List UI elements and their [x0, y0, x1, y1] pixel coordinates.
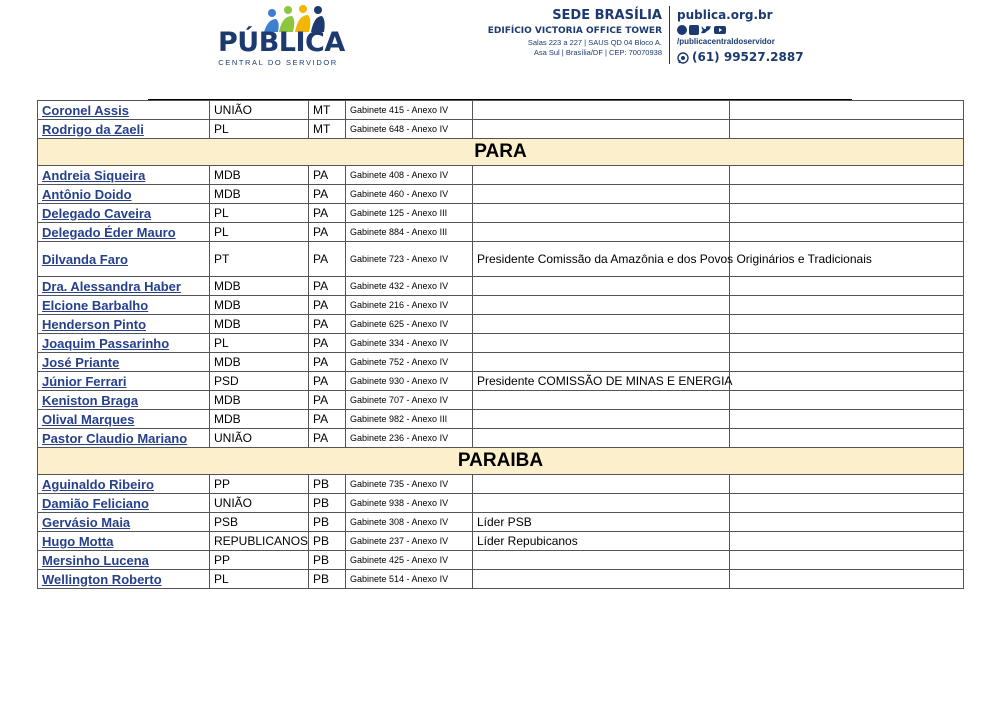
extra-cell [730, 185, 964, 204]
extra-cell [730, 353, 964, 372]
social-handle[interactable]: /publicacentraldoservidor [677, 37, 775, 46]
social-icons [677, 24, 804, 35]
extra-cell [730, 204, 964, 223]
sede-building: EDIFÍCIO VICTORIA OFFICE TOWER [487, 26, 662, 36]
uf-cell: PA [309, 410, 346, 429]
uf-cell: PB [309, 551, 346, 570]
instagram-icon[interactable] [689, 25, 699, 35]
extra-cell [730, 532, 964, 551]
deputy-name-link[interactable]: José Priante [38, 353, 210, 372]
table-row [38, 494, 964, 513]
office-cell: Gabinete 334 - Anexo IV [346, 334, 473, 353]
office-cell: Gabinete 938 - Anexo IV [346, 494, 473, 513]
office-cell: Gabinete 460 - Anexo IV [346, 185, 473, 204]
office-cell: Gabinete 752 - Anexo IV [346, 353, 473, 372]
deputy-name-link[interactable]: Keniston Braga [38, 391, 210, 410]
extra-cell [730, 513, 964, 532]
party-cell: MDB [210, 277, 309, 296]
uf-cell: PA [309, 334, 346, 353]
facebook-icon[interactable] [677, 25, 687, 35]
deputy-name-link[interactable]: Júnior Ferrari [38, 372, 210, 391]
phone-number[interactable]: (61) 99527.2887 [692, 50, 804, 64]
table-row [38, 334, 964, 353]
extra-cell [730, 372, 964, 391]
deputy-name-link[interactable]: Joaquim Passarinho [38, 334, 210, 353]
party-cell: MDB [210, 296, 309, 315]
office-cell: Gabinete 237 - Anexo IV [346, 532, 473, 551]
role-cell [473, 429, 730, 448]
role-cell [473, 315, 730, 334]
uf-cell: PA [309, 391, 346, 410]
table-row [38, 223, 964, 242]
extra-cell [730, 475, 964, 494]
party-cell: PL [210, 223, 309, 242]
header-divider [669, 6, 670, 64]
uf-cell: PA [309, 166, 346, 185]
office-cell: Gabinete 514 - Anexo IV [346, 570, 473, 589]
party-cell: MDB [210, 315, 309, 334]
contact-block [677, 8, 804, 65]
office-cell: Gabinete 125 - Anexo III [346, 204, 473, 223]
deputy-name-link[interactable]: Gervásio Maia [38, 513, 210, 532]
party-cell: PL [210, 204, 309, 223]
party-cell: PL [210, 120, 309, 139]
uf-cell: PA [309, 223, 346, 242]
table-row [38, 185, 964, 204]
state-name: PARA [38, 139, 964, 166]
table-row [38, 570, 964, 589]
table-row [38, 475, 964, 494]
party-cell: MDB [210, 410, 309, 429]
role-cell: Presidente Comissão da Amazônia e dos Povos Originários e Tradicionais [473, 242, 730, 277]
extra-cell [730, 120, 964, 139]
uf-cell: MT [309, 120, 346, 139]
role-cell [473, 277, 730, 296]
role-cell [473, 494, 730, 513]
party-cell: MDB [210, 185, 309, 204]
uf-cell: PA [309, 204, 346, 223]
role-cell [473, 185, 730, 204]
deputy-name-link[interactable]: Dra. Alessandra Haber [38, 277, 210, 296]
role-cell [473, 204, 730, 223]
party-cell: UNIÃO [210, 101, 309, 120]
extra-cell [730, 101, 964, 120]
office-cell: Gabinete 707 - Anexo IV [346, 391, 473, 410]
uf-cell: PB [309, 570, 346, 589]
office-cell: Gabinete 884 - Anexo III [346, 223, 473, 242]
sede-title: SEDE BRASÍLIA [552, 8, 662, 23]
role-cell [473, 166, 730, 185]
role-cell: Líder PSB [473, 513, 730, 532]
publica-logo [218, 4, 345, 67]
office-cell: Gabinete 425 - Anexo IV [346, 551, 473, 570]
deputy-name-link[interactable]: Coronel Assis [38, 101, 210, 120]
uf-cell: PA [309, 185, 346, 204]
deputy-name-link[interactable]: Pastor Claudio Mariano [38, 429, 210, 448]
office-cell: Gabinete 930 - Anexo IV [346, 372, 473, 391]
office-cell: Gabinete 216 - Anexo IV [346, 296, 473, 315]
party-cell: PP [210, 551, 309, 570]
deputy-name-link[interactable]: Delegado Éder Mauro [38, 223, 210, 242]
role-cell [473, 475, 730, 494]
sede-address-line-1: Salas 223 a 227 | SAUS QD 04 Bloco A. [527, 38, 662, 47]
table-row [38, 513, 964, 532]
logo-wordmark: PÚBLICA [218, 27, 345, 58]
table-row [38, 353, 964, 372]
table-row [38, 429, 964, 448]
deputy-name-link[interactable]: Olival Marques [38, 410, 210, 429]
uf-cell: PA [309, 277, 346, 296]
role-cell [473, 391, 730, 410]
role-cell [473, 334, 730, 353]
office-cell: Gabinete 408 - Anexo IV [346, 166, 473, 185]
extra-cell [730, 391, 964, 410]
sede-block [488, 8, 662, 58]
youtube-icon[interactable] [714, 25, 726, 35]
table-row [38, 551, 964, 570]
extra-cell [730, 166, 964, 185]
office-cell: Gabinete 982 - Anexo III [346, 410, 473, 429]
deputy-name-link[interactable]: Mersinho Lucena [38, 551, 210, 570]
role-cell [473, 223, 730, 242]
uf-cell: PB [309, 494, 346, 513]
deputy-name-link[interactable]: Hugo Motta [38, 532, 210, 551]
extra-cell [730, 570, 964, 589]
role-cell [473, 551, 730, 570]
role-cell [473, 410, 730, 429]
extra-cell [730, 277, 964, 296]
party-cell: PL [210, 334, 309, 353]
party-cell: PSB [210, 513, 309, 532]
office-cell: Gabinete 625 - Anexo IV [346, 315, 473, 334]
party-cell: PP [210, 475, 309, 494]
office-cell: Gabinete 723 - Anexo IV [346, 242, 473, 277]
deputy-name-link[interactable]: Wellington Roberto [38, 570, 210, 589]
deputies-table [37, 100, 964, 589]
uf-cell: PA [309, 242, 346, 277]
table-row [38, 204, 964, 223]
table-row [38, 410, 964, 429]
deputy-name-link[interactable]: Andreia Siqueira [38, 166, 210, 185]
state-header-row [38, 448, 964, 475]
extra-cell [730, 551, 964, 570]
uf-cell: PB [309, 513, 346, 532]
table-row [38, 242, 964, 277]
extra-cell [730, 315, 964, 334]
party-cell: PSD [210, 372, 309, 391]
office-cell: Gabinete 432 - Anexo IV [346, 277, 473, 296]
extra-cell [730, 410, 964, 429]
office-cell: Gabinete 308 - Anexo IV [346, 513, 473, 532]
table-row [38, 120, 964, 139]
uf-cell: PB [309, 532, 346, 551]
office-cell: Gabinete 648 - Anexo IV [346, 120, 473, 139]
uf-cell: PA [309, 353, 346, 372]
uf-cell: PB [309, 475, 346, 494]
deputy-name-link[interactable]: Henderson Pinto [38, 315, 210, 334]
party-cell: PL [210, 570, 309, 589]
party-cell: UNIÃO [210, 494, 309, 513]
table-row [38, 372, 964, 391]
deputy-name-link[interactable]: Delegado Caveira [38, 204, 210, 223]
extra-cell [730, 334, 964, 353]
deputy-name-link[interactable]: Elcione Barbalho [38, 296, 210, 315]
uf-cell: PA [309, 315, 346, 334]
table-row [38, 101, 964, 120]
phone-row [677, 50, 804, 65]
deputy-name-link[interactable]: Rodrigo da Zaeli [38, 120, 210, 139]
party-cell: UNIÃO [210, 429, 309, 448]
party-cell: MDB [210, 353, 309, 372]
twitter-icon[interactable] [701, 25, 712, 35]
role-cell: Líder Repubicanos [473, 532, 730, 551]
uf-cell: MT [309, 101, 346, 120]
state-header-row [38, 139, 964, 166]
table-row [38, 166, 964, 185]
whatsapp-icon [677, 52, 689, 64]
deputy-name-link[interactable]: Aguinaldo Ribeiro [38, 475, 210, 494]
role-cell: Presidente COMISSÃO DE MINAS E ENERGIA [473, 372, 730, 391]
table-row [38, 315, 964, 334]
party-cell: MDB [210, 391, 309, 410]
extra-cell [730, 429, 964, 448]
table-body [38, 101, 964, 589]
uf-cell: PA [309, 429, 346, 448]
deputy-name-link[interactable]: Dilvanda Faro [38, 242, 210, 277]
role-cell [473, 120, 730, 139]
table-row [38, 296, 964, 315]
party-cell: MDB [210, 166, 309, 185]
sede-address-line-2: Asa Sul | Brasília/DF | CEP: 70070938 [533, 48, 662, 57]
extra-cell [730, 494, 964, 513]
logo-subtitle: CENTRAL DO SERVIDOR [218, 58, 338, 67]
table-row [38, 391, 964, 410]
role-cell [473, 570, 730, 589]
role-cell [473, 353, 730, 372]
uf-cell: PA [309, 372, 346, 391]
deputy-name-link[interactable]: Antônio Doido [38, 185, 210, 204]
office-cell: Gabinete 735 - Anexo IV [346, 475, 473, 494]
party-cell: PT [210, 242, 309, 277]
party-cell: REPUBLICANOS [210, 532, 309, 551]
extra-cell [730, 223, 964, 242]
role-cell [473, 101, 730, 120]
deputy-name-link[interactable]: Damião Feliciano [38, 494, 210, 513]
table-row [38, 532, 964, 551]
state-name: PARAIBA [38, 448, 964, 475]
office-cell: Gabinete 236 - Anexo IV [346, 429, 473, 448]
website-link[interactable]: publica.org.br [677, 8, 773, 22]
extra-cell [730, 296, 964, 315]
role-cell [473, 296, 730, 315]
office-cell: Gabinete 415 - Anexo IV [346, 101, 473, 120]
uf-cell: PA [309, 296, 346, 315]
table-row [38, 277, 964, 296]
